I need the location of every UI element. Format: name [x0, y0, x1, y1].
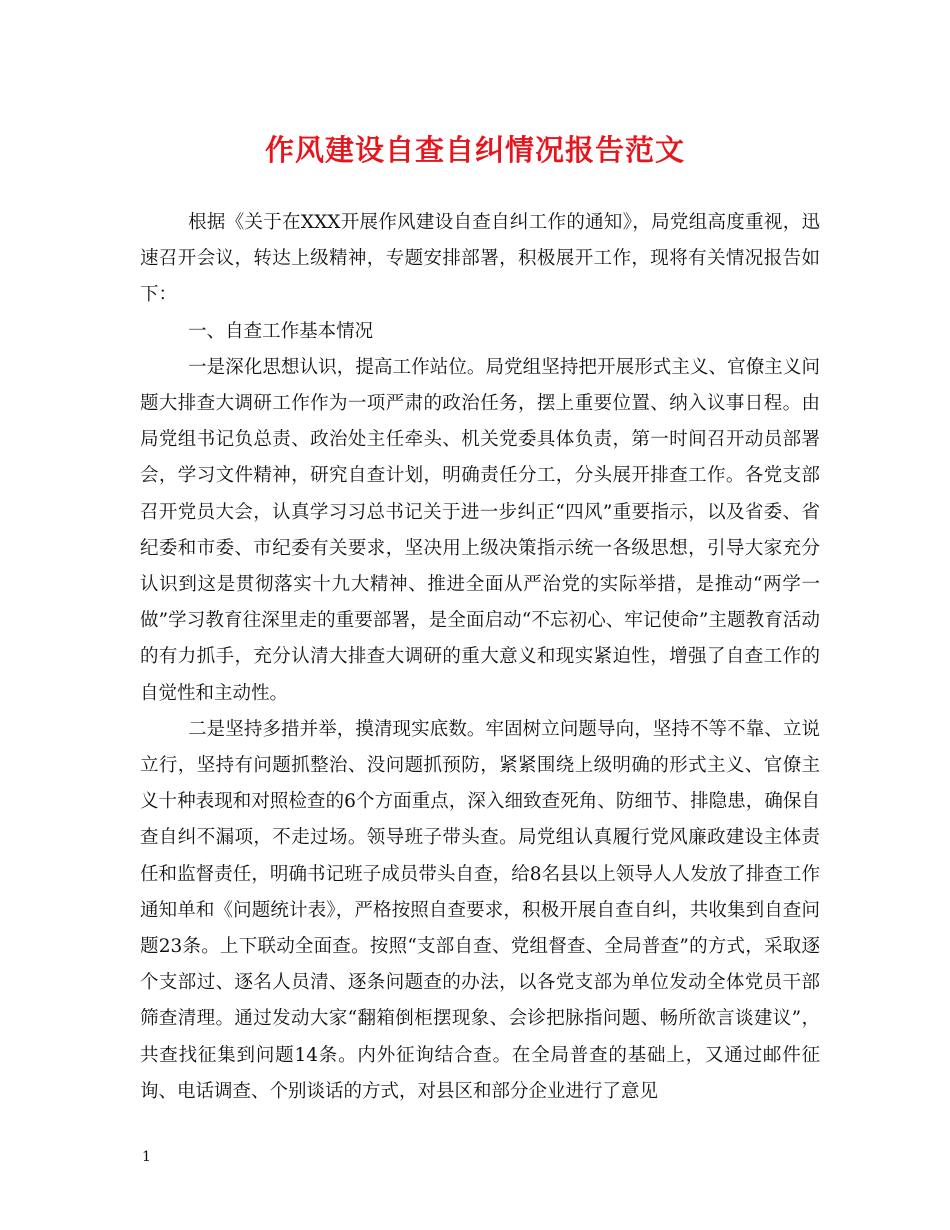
- section-heading: 一、自查工作基本情况: [188, 320, 374, 342]
- body-paragraph: 一是深化思想认识，提高工作站位。局党组坚持把开展形式主义、官僚主义问题大排查大调研工作作为一项严肃的政治任务，摆上重要位置、纳入议事日程。由局党组书记负总责、政治处主任牵头、机关党委具体负责，第一时间召开动员部署会，学习文件精神，研究自查计划，明确责任分工，分头展开排查工作。各党支部召开党员大会，认真学习习总书记关于进一步纠正“四风”重要指示，以及省委、省纪委和市委、市纪委有关要求，坚决用上级决策指示统一各级思想，引导大家充分认识到这是贯彻落实十九大精神、推进全面从严治党的实际举措，是推动“两学一做”学习教育往深里走的重要部署，是全面启动“不忘初心、牢记使命”主题教育活动的有力抓手，充分认清大排查大调研的重大意义和现实紧迫性，增强了自查工作的自觉性和主动性。: [140, 356, 820, 704]
- body-paragraph: 二是坚持多措并举，摸清现实底数。牢固树立问题导向，坚持不等不靠、立说立行，坚持有问题抓整治、没问题抓预防，紧紧围绕上级明确的形式主义、官僚主义十种表现和对照检查的6个方面重点，深入细致查死角、防细节、排隐患，确保自查自纠不漏项，不走过场。领导班子带头查。局党组认真履行党风廉政建设主体责任和监督责任，明确书记班子成员带头自查，给8名县以上领导人人发放了排查工作通知单和《问题统计表》，严格按照自查要求，积极开展自查自纠，共收集到自查问题23条。上下联动全面查。按照“支部自查、党组督查、全局普查”的方式，采取逐个支部过、逐名人员清、逐条问题查的办法，以各党支部为单位发动全体党员干部筛查清理。通过发动大家“翻箱倒柜摆现象、会诊把脉指问题、畅所欲言谈建议”，共查找征集到问题14条。内外征询结合查。在全局普查的基础上，又通过邮件征询、电话调查、个别谈话的方式，对县区和部分企业进行了意见: [140, 718, 820, 1102]
- document-title: 作风建设自查自纠情况报告范文: [264, 133, 685, 167]
- intro-paragraph: 根据《关于在XXX开展作风建设自查自纠工作的通知》，局党组高度重视，迅速召开会议，转达上级精神，专题安排部署，积极展开工作，现将有关情况报告如下：: [140, 212, 820, 306]
- page-number: 1: [142, 1149, 151, 1165]
- document-body: [140, 205, 820, 1110]
